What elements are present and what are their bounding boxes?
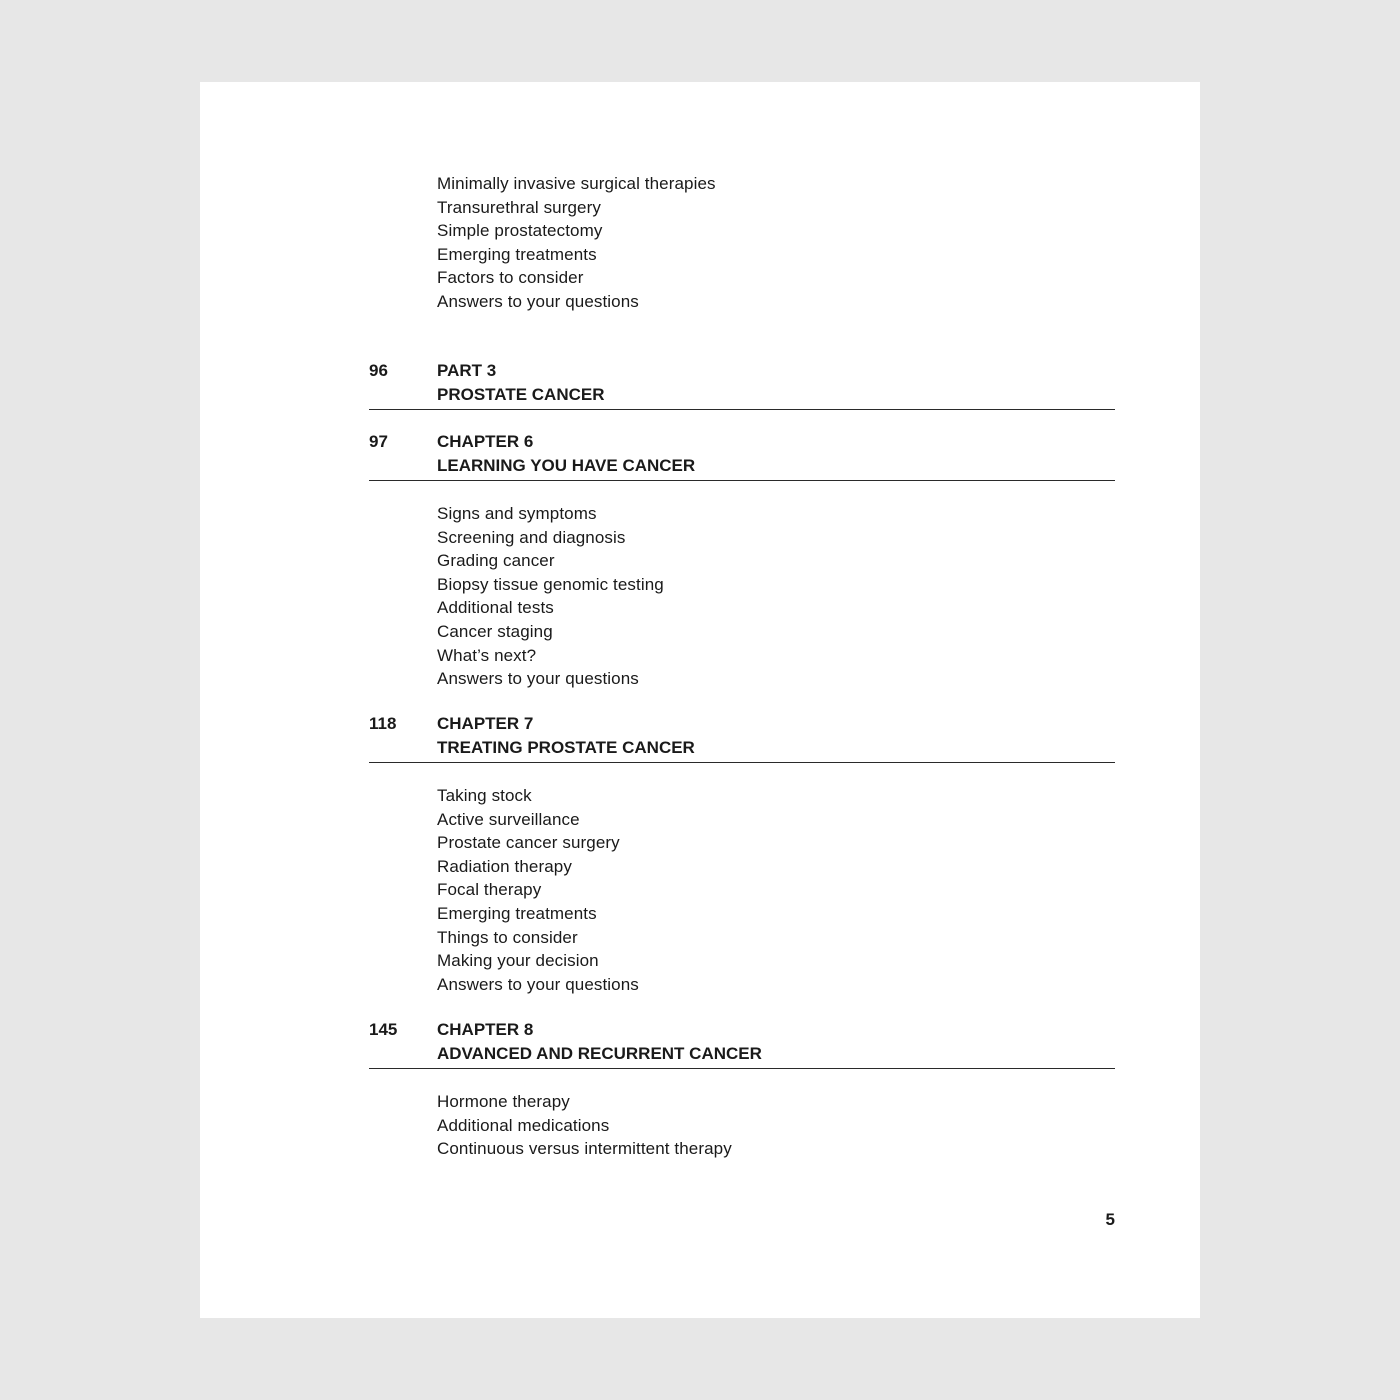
toc-entry: Biopsy tissue genomic testing [437, 574, 664, 594]
chapter7-heading [369, 712, 1115, 760]
toc-entry: What’s next? [437, 645, 537, 665]
toc-entry: Answers to your questions [437, 291, 639, 311]
part3-label: PART 3 [437, 361, 497, 380]
toc-entry: Simple prostatectomy [437, 221, 603, 241]
chapter6-heading [369, 430, 1115, 478]
toc-entry: Answers to your questions [437, 974, 639, 994]
toc-entry: Transurethral surgery [437, 197, 601, 217]
chapter8-divider [369, 1068, 1115, 1069]
chapter6-label: CHAPTER 6 [437, 432, 534, 451]
toc-entry: Making your decision [437, 951, 599, 971]
page-number: 5 [1105, 1210, 1115, 1229]
toc-entry: Screening and diagnosis [437, 527, 626, 547]
toc-entry: Answers to your questions [437, 669, 639, 689]
part3-heading [369, 359, 1115, 407]
part3-divider [369, 409, 1115, 410]
toc-entry: Emerging treatments [437, 244, 597, 264]
book-page [200, 82, 1200, 1318]
part3-page-number: 96 [369, 361, 388, 380]
toc-entry: Minimally invasive surgical therapies [437, 174, 716, 193]
chapter8-label: CHAPTER 8 [437, 1020, 534, 1039]
chapter7-divider [369, 762, 1115, 763]
chapter8-topic-list [437, 1090, 732, 1161]
toc-entry: Prostate cancer surgery [437, 833, 620, 853]
chapter6-title: LEARNING YOU HAVE CANCER [437, 455, 696, 475]
toc-entry: Focal therapy [437, 880, 542, 900]
chapter7-title: TREATING PROSTATE CANCER [437, 737, 695, 757]
toc-entry: Radiation therapy [437, 856, 572, 876]
toc-entry: Active surveillance [437, 809, 580, 829]
toc-entry: Additional medications [437, 1115, 610, 1135]
toc-entry: Taking stock [437, 786, 532, 805]
toc-entry: Things to consider [437, 927, 578, 947]
toc-entry: Factors to consider [437, 268, 584, 288]
chapter6-topic-list [437, 502, 664, 691]
part3-title: PROSTATE CANCER [437, 384, 605, 404]
chapter8-heading [369, 1018, 1115, 1066]
toc-entry: Hormone therapy [437, 1092, 570, 1111]
chapter8-title: ADVANCED AND RECURRENT CANCER [437, 1043, 762, 1063]
toc-entry: Signs and symptoms [437, 504, 597, 523]
chapter6-divider [369, 480, 1115, 481]
toc-entry: Additional tests [437, 598, 554, 618]
chapter8-page-number: 145 [369, 1020, 398, 1039]
toc-entry: Emerging treatments [437, 903, 597, 923]
chapter7-topic-list [437, 784, 639, 996]
toc-entry: Grading cancer [437, 551, 555, 571]
toc-entry: Continuous versus intermittent therapy [437, 1139, 732, 1159]
chapter7-page-number: 118 [369, 714, 397, 733]
intro-topic-list [437, 172, 716, 314]
chapter6-page-number: 97 [369, 432, 388, 451]
chapter7-label: CHAPTER 7 [437, 714, 534, 733]
toc-entry: Cancer staging [437, 621, 553, 641]
